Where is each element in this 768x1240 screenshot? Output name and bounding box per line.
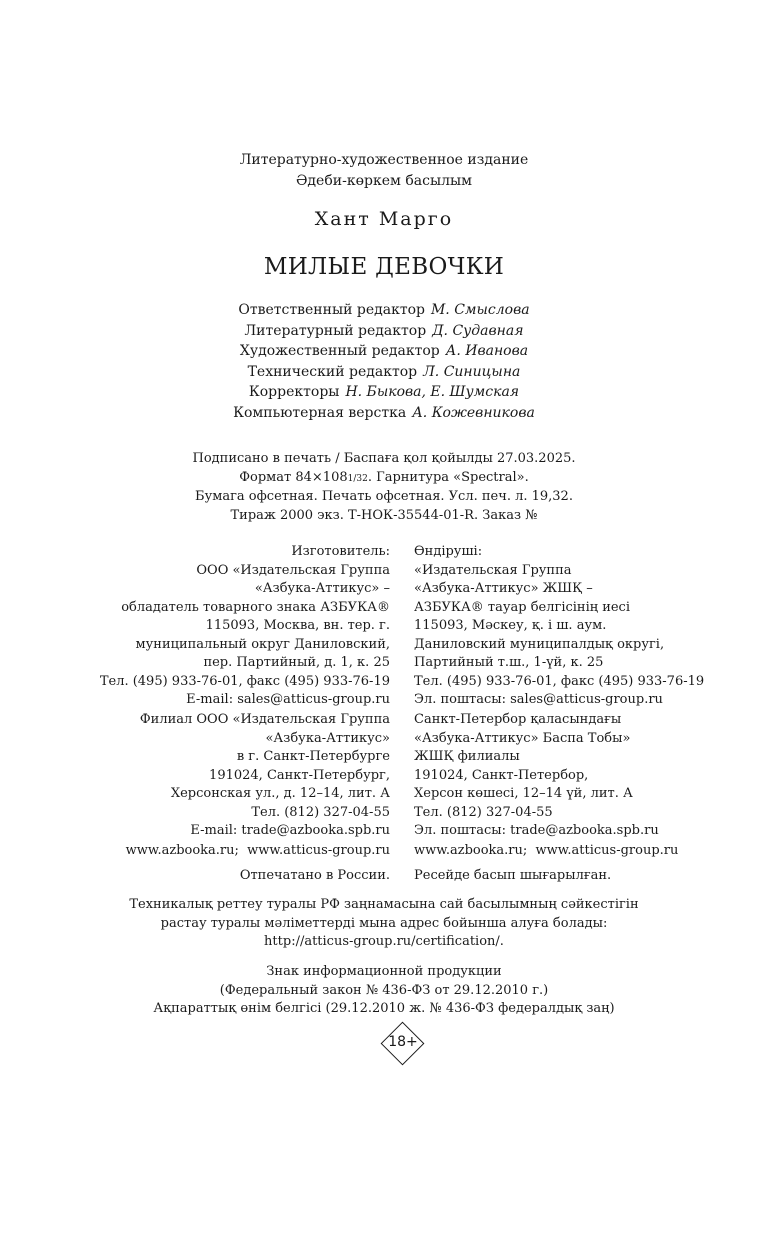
credit-line bbox=[0, 403, 768, 424]
tech-regulation-line: Техникалық реттеу туралы РФ заңнамасына сай басылымның сәйкестігін bbox=[129, 897, 639, 912]
credit-name: М. Смыслова bbox=[430, 302, 530, 318]
credit-name: А. Иванова bbox=[445, 343, 529, 359]
format-line bbox=[0, 469, 768, 489]
branch-kz bbox=[414, 711, 659, 841]
age-rating-badge bbox=[380, 1021, 426, 1067]
manufacturer-ru-line: муниципальный округ Даниловский, bbox=[135, 636, 390, 652]
format-suffix: . Гарнитура «Spectral». bbox=[367, 469, 529, 485]
websites-block bbox=[0, 842, 768, 862]
branch-kz-line: 191024, Санкт-Петербор, bbox=[414, 767, 589, 783]
branch-block bbox=[0, 711, 768, 846]
branch-kz-line: Эл. поштасы: trade@azbooka.spb.ru bbox=[414, 823, 659, 838]
websites-kz: www.azbooka.ru; www.atticus-group.ru bbox=[414, 843, 679, 858]
edition-type bbox=[0, 150, 768, 192]
manufacturer-kz bbox=[414, 543, 704, 710]
manufacturer-kz-line: АЗБУКА® тауар белгісінің иесі bbox=[414, 599, 630, 615]
author-name: Хант Марго bbox=[314, 208, 454, 230]
run-line: Тираж 2000 экз. Т-НОК-35544-01-R. Заказ № bbox=[230, 507, 538, 523]
credit-role: Технический редактор bbox=[247, 363, 418, 380]
info-product-sign bbox=[0, 963, 768, 1019]
manufacturer-kz-line: Партийный т.ш., 1-үй, к. 25 bbox=[414, 655, 604, 670]
tech-regulation-line: растау туралы мәліметтерді мына адрес бойынша алуға болады: bbox=[160, 915, 608, 931]
branch-ru-line: 191024, Санкт-Петербург, bbox=[209, 767, 390, 783]
credit-role: Художественный редактор bbox=[239, 343, 440, 359]
printed-in-ru: Отпечатано в России. bbox=[239, 868, 390, 883]
credit-role: Ответственный редактор bbox=[238, 302, 425, 318]
branch-ru-line: Тел. (812) 327-04-55 bbox=[251, 804, 390, 820]
branch-kz-line: Херсон көшесі, 12–14 үй, лит. А bbox=[414, 786, 633, 801]
edition-type-kz: Әдеби-көркем басылым bbox=[295, 173, 473, 189]
branch-ru-line: «Азбука-Аттикус» bbox=[265, 730, 390, 746]
manufacturer-kz-line: 115093, Мәскеу, қ. і ш. аум. bbox=[414, 618, 607, 633]
manufacturer-kz-line: Эл. поштасы: sales@atticus-group.ru bbox=[414, 692, 663, 707]
branch-ru-line: Филиал ООО «Издательская Группа bbox=[139, 712, 390, 727]
age-rating-label: 18+ bbox=[388, 1034, 418, 1050]
manufacturer-kz-line: «Издательская Группа bbox=[414, 562, 572, 578]
tech-regulation bbox=[0, 896, 768, 952]
branch-ru-line: Херсонская ул., д. 12–14, лит. А bbox=[170, 786, 390, 801]
branch-ru bbox=[140, 711, 390, 841]
signed-to-print: Подписано в печать / Баспаға қол қойылды 27.03.2025. bbox=[192, 451, 576, 466]
printed-in-block bbox=[0, 867, 768, 887]
manufacturer-kz-line: Тел. (495) 933-76-01, факс (495) 933-76-19 bbox=[414, 673, 705, 689]
branch-ru-line: E-mail: trade@azbooka.spb.ru bbox=[190, 823, 390, 838]
manufacturer-ru-line: Тел. (495) 933-76-01, факс (495) 933-76-19 bbox=[99, 673, 390, 689]
credit-line bbox=[0, 300, 768, 321]
manufacturer-ru-line: ООО «Издательская Группа bbox=[196, 562, 390, 578]
credit-role: Литературный редактор bbox=[244, 322, 427, 339]
credit-line bbox=[0, 321, 768, 342]
credit-line bbox=[0, 362, 768, 383]
branch-ru-line: в г. Санкт-Петербурге bbox=[236, 749, 390, 764]
edition-type-ru: Литературно-художественное издание bbox=[239, 152, 529, 168]
manufacturer-ru-line: пер. Партийный, д. 1, к. 25 bbox=[203, 655, 390, 670]
branch-kz-line: Санкт-Петербор қаласындағы bbox=[414, 712, 622, 727]
credits-block bbox=[0, 300, 768, 423]
credit-name: Л. Синицына bbox=[423, 363, 521, 380]
manufacturer-ru bbox=[100, 543, 390, 710]
manufacturer-ru-line: 115093, Москва, вн. тер. г. bbox=[205, 618, 390, 633]
credit-role: Компьютерная верстка bbox=[233, 404, 407, 421]
info-sign-line: Ақпараттық өнім белгісі (29.12.2010 ж. № 436-ФЗ федералдық заң) bbox=[153, 1001, 615, 1016]
info-sign-line: Знак информационной продукции bbox=[266, 964, 502, 979]
branch-kz-line: «Азбука-Аттикус» Баспа Тобы» bbox=[414, 730, 631, 746]
format-fraction: 1/32 bbox=[347, 473, 368, 484]
info-sign-line: (Федеральный закон № 436-ФЗ от 29.12.2010 г.) bbox=[219, 982, 549, 998]
certification-link: http://atticus-group.ru/certification/. bbox=[264, 934, 504, 949]
manufacturer-kz-line: Даниловский муниципалдық округі, bbox=[414, 636, 665, 652]
manufacturer-ru-line: обладатель товарного знака АЗБУКА® bbox=[121, 599, 390, 615]
credit-name: Д. Судавная bbox=[432, 322, 524, 339]
credit-role: Корректоры bbox=[248, 384, 340, 400]
book-title: МИЛЫЕ ДЕВОЧКИ bbox=[263, 254, 505, 280]
manufacturer-block bbox=[0, 543, 768, 713]
manufacturer-ru-line: Изготовитель: bbox=[291, 544, 390, 559]
websites-ru: www.azbooka.ru; www.atticus-group.ru bbox=[125, 843, 390, 858]
printing-details bbox=[0, 450, 768, 525]
credit-line bbox=[0, 341, 768, 362]
manufacturer-kz-line: «Азбука-Аттикус» ЖШҚ – bbox=[414, 581, 593, 596]
manufacturer-ru-line: E-mail: sales@atticus-group.ru bbox=[186, 692, 390, 707]
printed-in-kz: Ресейде басып шығарылған. bbox=[414, 868, 612, 883]
credit-name: Н. Быкова, Е. Шумская bbox=[345, 384, 520, 400]
branch-kz-line: Тел. (812) 327-04-55 bbox=[414, 804, 553, 820]
manufacturer-ru-line: «Азбука-Аттикус» – bbox=[254, 581, 390, 596]
credit-name: А. Кожевникова bbox=[412, 404, 535, 421]
credit-line bbox=[0, 382, 768, 403]
manufacturer-kz-line: Өндіруші: bbox=[414, 544, 483, 559]
paper-line: Бумага офсетная. Печать офсетная. Усл. печ. л. 19,32. bbox=[195, 489, 573, 504]
branch-kz-line: ЖШҚ филиалы bbox=[414, 749, 520, 764]
format-prefix: Формат 84×108 bbox=[239, 469, 348, 485]
